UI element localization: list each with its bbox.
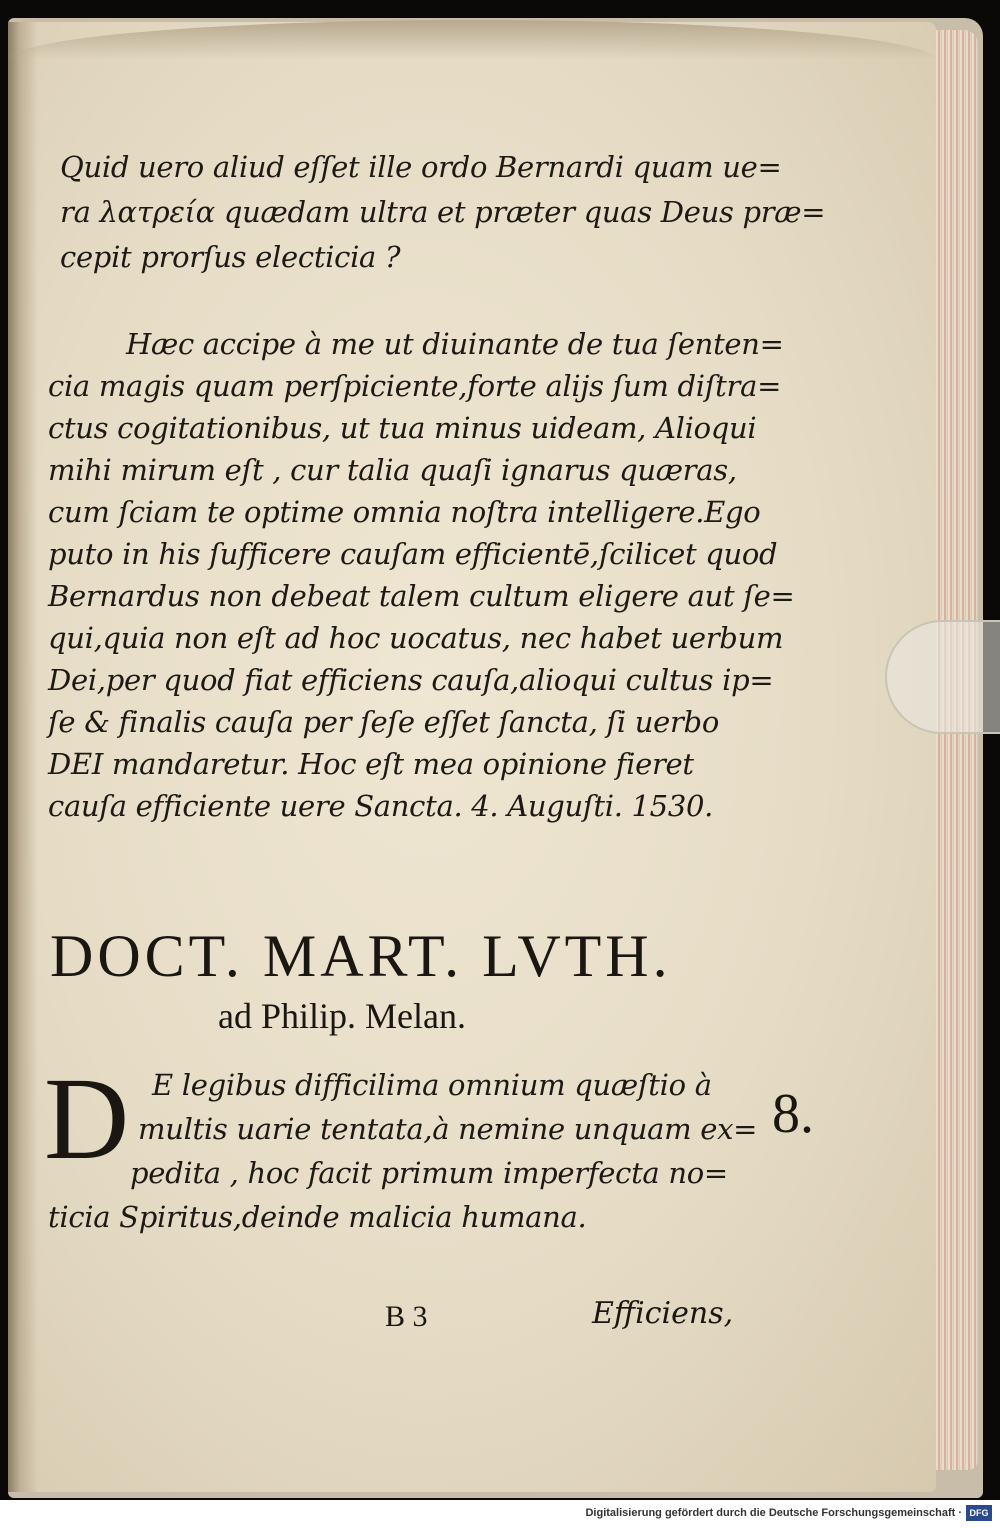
drop-cap: D	[44, 1053, 130, 1184]
text-line: Quid uero aliud eſſet ille ordo Bernardi quam ue=	[60, 150, 782, 184]
text-line: pedita , hoc facit primum imperfecta no=	[130, 1156, 728, 1190]
text-line: multis uarie tentata,à nemine unquam ex=	[138, 1112, 758, 1146]
text-line: cepit prorſus electicia ?	[60, 240, 401, 274]
text-line: Bernardus non debeat talem cultum eligere aut ſe=	[48, 579, 795, 613]
text-line: Hæc accipe à me ut diuinante de tua ſenten=	[126, 327, 784, 361]
catchword: Efficiens,	[592, 1296, 734, 1331]
text-line: Dei,per quod fiat efficiens cauſa,alioqui cultus ip=	[48, 663, 774, 697]
funding-credit: Digitalisierung gefördert durch die Deutsche Forschungsgemeinschaft ·	[585, 1507, 962, 1519]
text-line: ctus cogitationibus, ut tua minus uideam, Alioqui	[48, 411, 757, 445]
text-line: qui,quia non eſt ad hoc uocatus, nec habet uerbum	[48, 621, 784, 655]
text-line: ſe & finalis cauſa per ſeſe eſſet ſancta, ſi uerbo	[48, 705, 719, 739]
text-line: cauſa efficiente uere Sancta. 4. Auguſti. 1530.	[48, 789, 714, 823]
text-line: E legibus difficilima omnium quæſtio à	[152, 1068, 712, 1102]
text-line: ra λατρεία quædam ultra et præter quas Deus præ=	[60, 195, 826, 229]
text-line: puto in his ſufficere cauſam efficientē,ſcilicet quod	[48, 537, 778, 571]
text-line: cum ſciam te optime omnia noſtra intelligere.Ego	[48, 495, 761, 529]
text-line: cia magis quam perſpiciente,forte alijs ſum diſtra=	[48, 369, 782, 403]
section-subheading: ad Philip. Melan.	[218, 996, 466, 1036]
page-clip	[885, 620, 1000, 734]
footer-credit-bar	[0, 1500, 1000, 1528]
text-line: DEI mandaretur. Hoc eſt mea opinione fieret	[48, 747, 694, 781]
section-heading: DOCT. MART. LVTH.	[50, 923, 672, 989]
folio-number: 8.	[772, 1083, 814, 1145]
page-edges	[930, 30, 978, 1470]
signature-mark: B 3	[385, 1300, 428, 1333]
gutter-shadow	[8, 22, 38, 1492]
dfg-logo-icon: DFG	[966, 1505, 992, 1521]
text-line: mihi mirum eſt , cur talia quaſi ignarus quæras,	[48, 453, 737, 487]
text-line: ticia Spiritus,deinde malicia humana.	[48, 1200, 587, 1234]
